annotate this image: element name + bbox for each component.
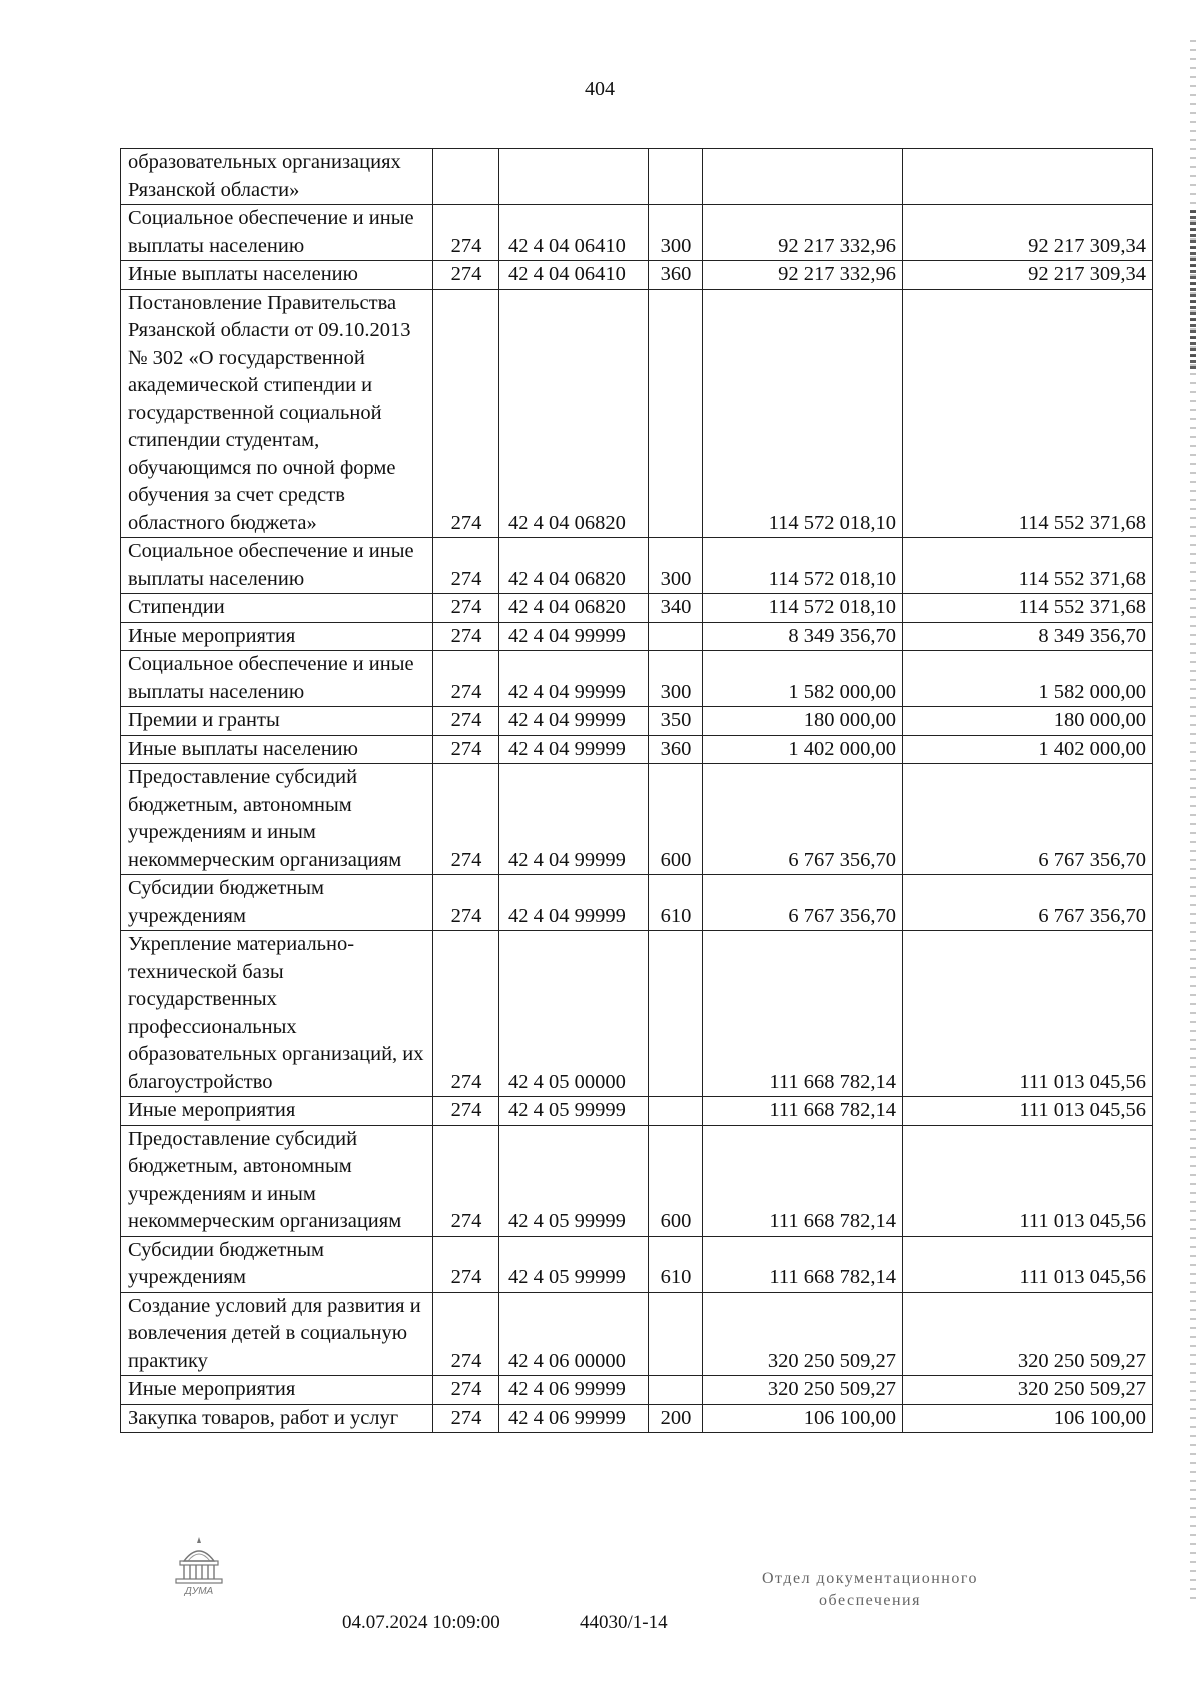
footer-date: 04.07.2024 10:09:00 (342, 1612, 500, 1633)
target-article-cell: 42 4 06 99999 (499, 1376, 649, 1405)
expense-type-cell: 610 (649, 1236, 703, 1292)
sum-executed-cell: 111 013 045,56 (903, 1236, 1153, 1292)
table-row (121, 538, 1153, 594)
ministry-code-cell: 274 (433, 1236, 499, 1292)
target-article-cell: 42 4 04 06820 (499, 538, 649, 594)
sum-planned-cell: 6 767 356,70 (703, 875, 903, 931)
item-name-cell: Укрепление материально-технической базы государственных профессиональных образовательных организаций, их благоустройство (121, 931, 433, 1097)
expense-type-cell: 200 (649, 1404, 703, 1433)
expense-type-cell (649, 931, 703, 1097)
expense-type-cell (649, 622, 703, 651)
target-article-cell: 42 4 04 99999 (499, 707, 649, 736)
target-article-cell: 42 4 04 99999 (499, 622, 649, 651)
sum-executed-cell: 1 402 000,00 (903, 735, 1153, 764)
expense-type-cell (649, 149, 703, 205)
item-name-cell: Предоставление субсидий бюджетным, автономным учреждениям и иным некоммерческим организациям (121, 1125, 433, 1236)
sum-planned-cell: 111 668 782,14 (703, 1236, 903, 1292)
sum-planned-cell: 6 767 356,70 (703, 764, 903, 875)
stamp-department: Отдел документационного (761, 1570, 979, 1587)
footer-reg-number: 44030/1-14 (580, 1612, 668, 1633)
item-name-cell: Предоставление субсидий бюджетным, автономным учреждениям и иным некоммерческим организациям (121, 764, 433, 875)
ministry-code-cell (433, 149, 499, 205)
target-article-cell (499, 149, 649, 205)
expense-type-cell: 360 (649, 261, 703, 290)
expense-type-cell (649, 289, 703, 538)
sum-planned-cell: 111 668 782,14 (703, 1097, 903, 1126)
budget-table-body (121, 149, 1153, 1433)
table-row (121, 289, 1153, 538)
sum-executed-cell: 114 552 371,68 (903, 289, 1153, 538)
sum-planned-cell: 180 000,00 (703, 707, 903, 736)
sum-planned-cell: 111 668 782,14 (703, 1125, 903, 1236)
item-name-cell: Премии и гранты (121, 707, 433, 736)
item-name-cell: Субсидии бюджетным учреждениям (121, 1236, 433, 1292)
table-row (121, 1404, 1153, 1433)
table-row (121, 931, 1153, 1097)
item-name-cell: Иные мероприятия (121, 1376, 433, 1405)
table-row (121, 1292, 1153, 1376)
ministry-code-cell: 274 (433, 875, 499, 931)
ministry-code-cell: 274 (433, 764, 499, 875)
item-name-cell: Стипендии (121, 594, 433, 623)
table-row (121, 622, 1153, 651)
sum-planned-cell: 111 668 782,14 (703, 931, 903, 1097)
expense-type-cell: 300 (649, 205, 703, 261)
sum-executed-cell: 320 250 509,27 (903, 1376, 1153, 1405)
target-article-cell: 42 4 05 99999 (499, 1125, 649, 1236)
table-row (121, 735, 1153, 764)
item-name-cell: Социальное обеспечение и иные выплаты населению (121, 538, 433, 594)
sum-executed-cell (903, 149, 1153, 205)
sum-executed-cell: 111 013 045,56 (903, 1097, 1153, 1126)
sum-executed-cell: 8 349 356,70 (903, 622, 1153, 651)
sum-planned-cell: 1 582 000,00 (703, 651, 903, 707)
expense-type-cell: 300 (649, 651, 703, 707)
sum-executed-cell: 180 000,00 (903, 707, 1153, 736)
sum-planned-cell: 320 250 509,27 (703, 1292, 903, 1376)
expense-type-cell: 340 (649, 594, 703, 623)
ministry-code-cell: 274 (433, 261, 499, 290)
expense-type-cell (649, 1376, 703, 1405)
table-row (121, 651, 1153, 707)
target-article-cell: 42 4 04 99999 (499, 875, 649, 931)
sum-executed-cell: 114 552 371,68 (903, 538, 1153, 594)
item-name-cell: Субсидии бюджетным учреждениям (121, 875, 433, 931)
sum-planned-cell: 114 572 018,10 (703, 594, 903, 623)
table-row (121, 764, 1153, 875)
ministry-code-cell: 274 (433, 651, 499, 707)
logo-text: ДУМА (184, 1586, 214, 1597)
expense-type-cell: 610 (649, 875, 703, 931)
target-article-cell: 42 4 06 99999 (499, 1404, 649, 1433)
expense-type-cell: 300 (649, 538, 703, 594)
scan-edge-barcode (1190, 210, 1196, 370)
sum-planned-cell: 106 100,00 (703, 1404, 903, 1433)
page-number: 404 (585, 78, 615, 100)
item-name-cell: Создание условий для развития и вовлечения детей в социальную практику (121, 1292, 433, 1376)
ministry-code-cell: 274 (433, 1376, 499, 1405)
target-article-cell: 42 4 05 99999 (499, 1236, 649, 1292)
target-article-cell: 42 4 06 00000 (499, 1292, 649, 1376)
expense-type-cell: 360 (649, 735, 703, 764)
expense-type-cell: 600 (649, 1125, 703, 1236)
sum-executed-cell: 1 582 000,00 (903, 651, 1153, 707)
ministry-code-cell: 274 (433, 205, 499, 261)
table-row (121, 1097, 1153, 1126)
table-row (121, 875, 1153, 931)
table-row (121, 1236, 1153, 1292)
item-name-cell: образовательных организациях Рязанской области» (121, 149, 433, 205)
table-row (121, 149, 1153, 205)
sum-executed-cell: 111 013 045,56 (903, 1125, 1153, 1236)
sum-planned-cell: 92 217 332,96 (703, 261, 903, 290)
sum-executed-cell: 320 250 509,27 (903, 1292, 1153, 1376)
ministry-code-cell: 274 (433, 735, 499, 764)
sum-executed-cell: 106 100,00 (903, 1404, 1153, 1433)
table-row (121, 261, 1153, 290)
sum-planned-cell: 8 349 356,70 (703, 622, 903, 651)
item-name-cell: Иные мероприятия (121, 622, 433, 651)
target-article-cell: 42 4 04 99999 (499, 735, 649, 764)
ministry-code-cell: 274 (433, 1292, 499, 1376)
sum-planned-cell: 92 217 332,96 (703, 205, 903, 261)
table-row (121, 594, 1153, 623)
expense-type-cell: 350 (649, 707, 703, 736)
sum-executed-cell: 92 217 309,34 (903, 205, 1153, 261)
stamp-department-cont: обеспечения (819, 1592, 921, 1609)
item-name-cell: Иные выплаты населению (121, 735, 433, 764)
target-article-cell: 42 4 04 06410 (499, 261, 649, 290)
item-name-cell: Иные выплаты населению (121, 261, 433, 290)
target-article-cell: 42 4 05 99999 (499, 1097, 649, 1126)
ministry-code-cell: 274 (433, 622, 499, 651)
sum-executed-cell: 92 217 309,34 (903, 261, 1153, 290)
sum-planned-cell: 114 572 018,10 (703, 289, 903, 538)
table-row (121, 1125, 1153, 1236)
target-article-cell: 42 4 04 06820 (499, 289, 649, 538)
ministry-code-cell: 274 (433, 1125, 499, 1236)
sum-planned-cell: 1 402 000,00 (703, 735, 903, 764)
item-name-cell: Социальное обеспечение и иные выплаты населению (121, 205, 433, 261)
sum-executed-cell: 111 013 045,56 (903, 931, 1153, 1097)
item-name-cell: Закупка товаров, работ и услуг (121, 1404, 433, 1433)
sum-planned-cell (703, 149, 903, 205)
ministry-code-cell: 274 (433, 538, 499, 594)
budget-table (120, 148, 1153, 1433)
expense-type-cell: 600 (649, 764, 703, 875)
sum-planned-cell: 320 250 509,27 (703, 1376, 903, 1405)
target-article-cell: 42 4 04 99999 (499, 764, 649, 875)
table-row (121, 205, 1153, 261)
target-article-cell: 42 4 04 99999 (499, 651, 649, 707)
item-name-cell: Социальное обеспечение и иные выплаты населению (121, 651, 433, 707)
ministry-code-cell: 274 (433, 1097, 499, 1126)
expense-type-cell (649, 1097, 703, 1126)
item-name-cell: Иные мероприятия (121, 1097, 433, 1126)
ministry-code-cell: 274 (433, 594, 499, 623)
target-article-cell: 42 4 04 06410 (499, 205, 649, 261)
sum-executed-cell: 6 767 356,70 (903, 875, 1153, 931)
expense-type-cell (649, 1292, 703, 1376)
sum-executed-cell: 114 552 371,68 (903, 594, 1153, 623)
sum-executed-cell: 6 767 356,70 (903, 764, 1153, 875)
sum-planned-cell: 114 572 018,10 (703, 538, 903, 594)
table-row (121, 707, 1153, 736)
ministry-code-cell: 274 (433, 1404, 499, 1433)
item-name-cell: Постановление Правительства Рязанской области от 09.10.2013 № 302 «О государственной академической стипендии и государственной социальной стипендии студентам, обучающимся по очной форме обучения за счет средств областного бюджета» (121, 289, 433, 538)
table-row (121, 1376, 1153, 1405)
target-article-cell: 42 4 05 00000 (499, 931, 649, 1097)
ministry-code-cell: 274 (433, 707, 499, 736)
ministry-code-cell: 274 (433, 931, 499, 1097)
target-article-cell: 42 4 04 06820 (499, 594, 649, 623)
ministry-code-cell: 274 (433, 289, 499, 538)
duma-building-icon (170, 1535, 228, 1597)
